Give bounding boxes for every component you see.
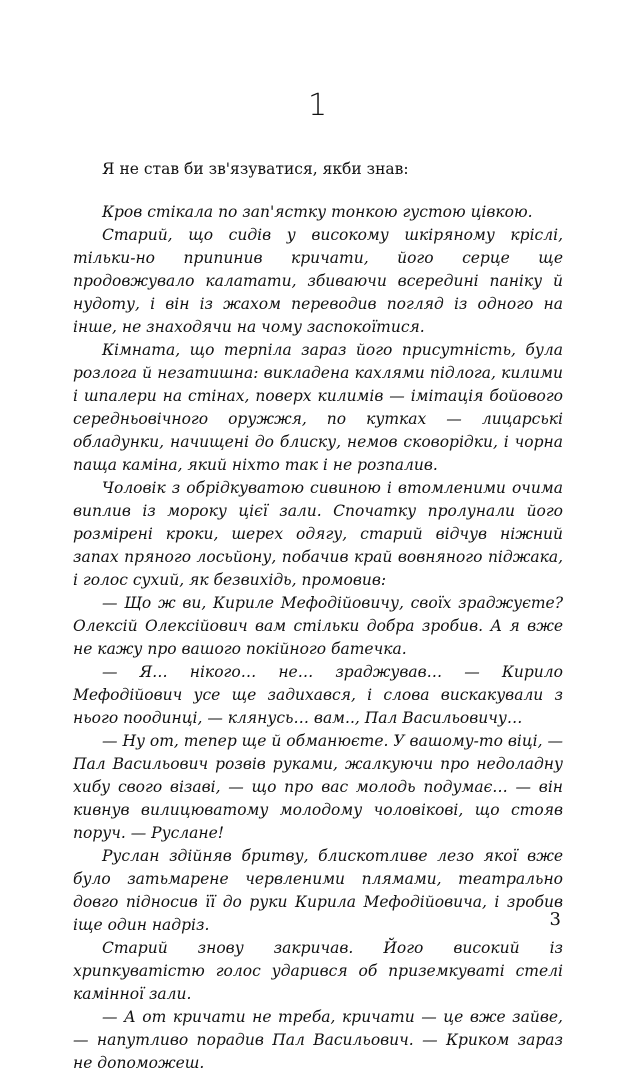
paragraph: — Ну от, тепер ще й обманюєте. У вашому-то віці, — Пал Васильович розвів руками, жалкуючи про недоладну хибу свого візаві, — що про вас молодь подумає… — він кивнув вилицюватому молодому чоловікові, що стояв поруч. — Руслане! <box>73 732 563 842</box>
chapter-number: 1 <box>307 88 328 123</box>
page-number: 3 <box>549 909 561 930</box>
paragraph: Старий знову закричав. Його високий із хрипкуватістю голос ударився об приземкуваті стелі камінної зали. <box>73 939 563 1003</box>
body-text <box>73 201 563 1075</box>
paragraph: — Що ж ви, Кириле Мефодійовичу, своїх зраджуєте? Олексій Олексійович вам стільки добра зробив. А я вже не кажу про вашого покійного батечка. <box>73 594 563 658</box>
paragraph: Старий, що сидів у високому шкіряному кріслі, тільки-но припинив кричати, його серце ще продовжувало калатати, збиваючи всередині паніку й нудоту, і він із жахом переводив погляд із одного на інше, не знаходячи на чому заспокоїтися. <box>73 226 563 336</box>
paragraph: Кров стікала по зап'ястку тонкою густою цівкою. <box>102 203 533 221</box>
paragraph: Кімната, що терпіла зараз його присутність, була розлога й незатишна: викладена кахлями підлога, килими і шпалери на стінах, поверх килимів — імітація бойового середньовічного оружжя, по кутках — лицарські обладунки, начищені до блиску, немов сковорідки, і чорна паща каміна, який ніхто так і не розпалив. <box>73 341 563 474</box>
intro-line: Я не став би зв'язуватися, якби знав: <box>102 160 409 178</box>
paragraph: Руслан здійняв бритву, блискотливе лезо якої вже було затьмарене червленими плямами, театрально довго підносив її до руки Кирила Мефодійовича, і зробив іще один надріз. <box>73 847 563 934</box>
paragraph: — А от кричати не треба, кричати — це вже зайве, — напутливо порадив Пал Васильович. — Криком зараз не допоможеш. <box>73 1008 563 1072</box>
paragraph: Чоловік з обрідкуватою сивиною і втомленими очима виплив із мороку цієї зали. Спочатку пролунали його розмірені кроки, шерех одягу, старий відчув ніжний запах пряного лосьйону, побачив край вовняного піджака, і голос сухий, як безвихідь, промовив: <box>73 479 563 589</box>
paragraph: — Я… нікого… не… зраджував… — Кирило Мефодійович усе ще задихався, і слова вискакували з нього поодинці, — клянусь… вам.., Пал Васильовичу… <box>73 663 563 727</box>
